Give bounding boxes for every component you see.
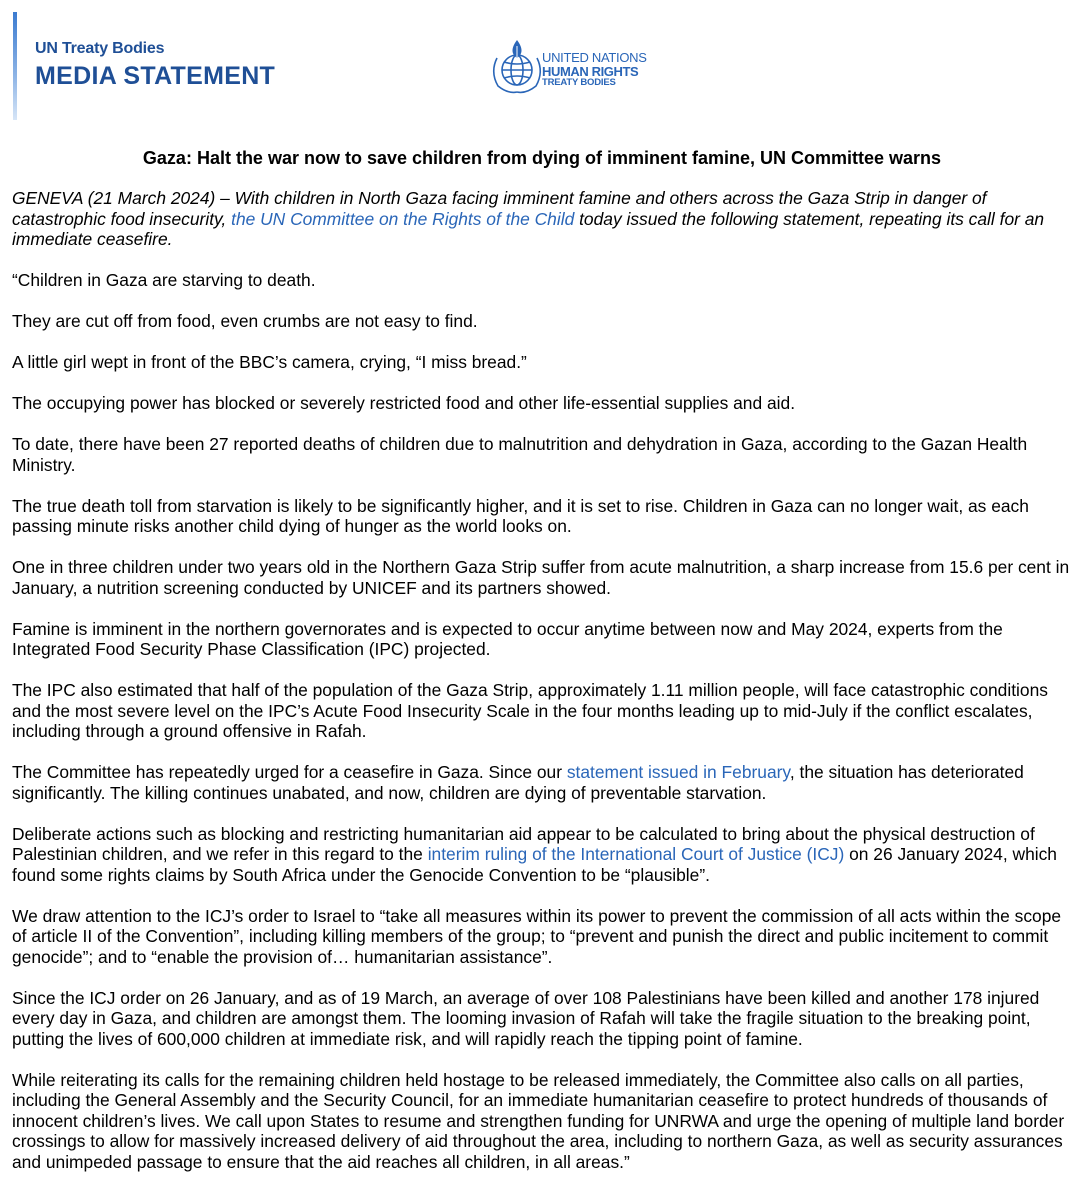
paragraph-7: One in three children under two years old in the Northern Gaza Strip suffer from acute malnutrition, a sharp increase from 15.6 per cent in January, a nutrition screening conducted by UNICEF and its partners showed.: [12, 557, 1070, 598]
crc-committee-link[interactable]: the UN Committee on the Rights of the Child: [231, 208, 575, 229]
lede-paragraph: [12, 188, 1074, 250]
paragraph-12: We draw attention to the ICJ’s order to Israel to “take all measures within its power to prevent the commission of all acts within the scope of article II of the Convention”, including killing members of the group; to “prevent and punish the direct and public incitement to commit genocide”; and to “enable the provision of… humanitarian assistance”.: [12, 905, 1062, 967]
paragraph-11-text-1: Deliberate actions such as blocking and restricting humanitarian aid appear to be calculated to bring about the physical destruction of Palestinian children, and we refer in this regard to the: [12, 823, 1035, 864]
paragraph-1: “Children in Gaza are starving to death.: [12, 270, 316, 290]
paragraph-9: The IPC also estimated that half of the population of the Gaza Strip, approximately 1.11 million people, will face catastrophic conditions and the most severe level on the IPC’s Acute Food Insecurity Scale in the four months leading up to mid-July if the conflict escalates, including through a ground offensive in Rafah.: [12, 680, 1048, 741]
statement-body: [12, 188, 1074, 1193]
lede-text-1: GENEVA (21 March 2024) – With children in North Gaza facing imminent famine and others across the Gaza Strip in danger of catastrophic food insecurity,: [12, 188, 987, 229]
lede-text-2: today issued the following statement, repeating its call for an immediate ceasefire.: [12, 208, 1045, 249]
paragraph-11-text-2: on 26 January 2024, which found some rights claims by South Africa under the Genocide Convention to be “plausible”.: [12, 844, 1057, 885]
paragraph-3: A little girl wept in front of the BBC’s camera, crying, “I miss bread.”: [12, 352, 527, 372]
logo-line-3: TREATY BODIES: [542, 77, 616, 89]
paragraph-10-text-1: The Committee has repeatedly urged for a ceasefire in Gaza. Since our: [12, 762, 567, 782]
header-subtitle: UN Treaty Bodies: [35, 40, 165, 57]
paragraph-13: Since the ICJ order on 26 January, and as of 19 March, an average of over 108 Palestinians have been killed and another 178 injured every day in Gaza, and children are amongst them. The looming invasion of Rafah will take the fragile situation to the breaking point, putting the lives of 600,000 children at immediate risk, and will rapidly reach the tipping point of famine.: [12, 987, 1040, 1049]
page-header: [0, 0, 1084, 130]
accent-bar: [13, 12, 17, 120]
paragraph-4: The occupying power has blocked or severely restricted food and other life-essential supplies and aid.: [12, 393, 796, 413]
icj-ruling-link[interactable]: interim ruling of the International Court of Justice (ICJ): [427, 844, 845, 864]
paragraph-10-text-2: , the situation has deteriorated significantly. The killing continues unabated, and now, children are dying of preventable starvation.: [12, 762, 1024, 803]
logo-line-1: UNITED NATIONS: [542, 50, 647, 65]
paragraph-11: [12, 824, 1074, 886]
february-statement-link[interactable]: statement issued in February: [566, 762, 790, 782]
header-title: MEDIA STATEMENT: [35, 62, 276, 90]
un-human-rights-logo-text: [542, 51, 647, 88]
paragraph-6: The true death toll from starvation is likely to be significantly higher, and it is set to rise. Children in Gaza can no longer wait, as each passing minute risks another child dying of hunger as the world looks on.: [12, 495, 1029, 536]
paragraph-5: To date, there have been 27 reported deaths of children due to malnutrition and dehydration in Gaza, according to the Gazan Health Ministry.: [12, 434, 1028, 475]
headline: Gaza: Halt the war now to save children from dying of imminent famine, UN Committee warns: [142, 148, 942, 168]
paragraph-2: They are cut off from food, even crumbs are not easy to find.: [12, 311, 478, 331]
logo-line-2: HUMAN RIGHTS: [542, 63, 639, 79]
paragraph-14: While reiterating its calls for the remaining children held hostage to be released immediately, the Committee also calls on all parties, including the General Assembly and the Security Council, for an immediate humanitarian ceasefire to protect hundreds of thousands of innocent children’s lives. We call upon States to resume and strengthen funding for UNRWA and urge the opening of multiple land border crossings to allow for massively increased delivery of aid throughout the area, including to northern Gaza, as well as security assurances and unimpeded passage to ensure that the aid reaches all children, in all areas.”: [12, 1069, 1065, 1172]
paragraph-8: Famine is imminent in the northern governorates and is expected to occur anytime between now and May 2024, experts from the Integrated Food Security Phase Classification (IPC) projected.: [12, 618, 1003, 659]
paragraph-10: [12, 762, 1074, 803]
